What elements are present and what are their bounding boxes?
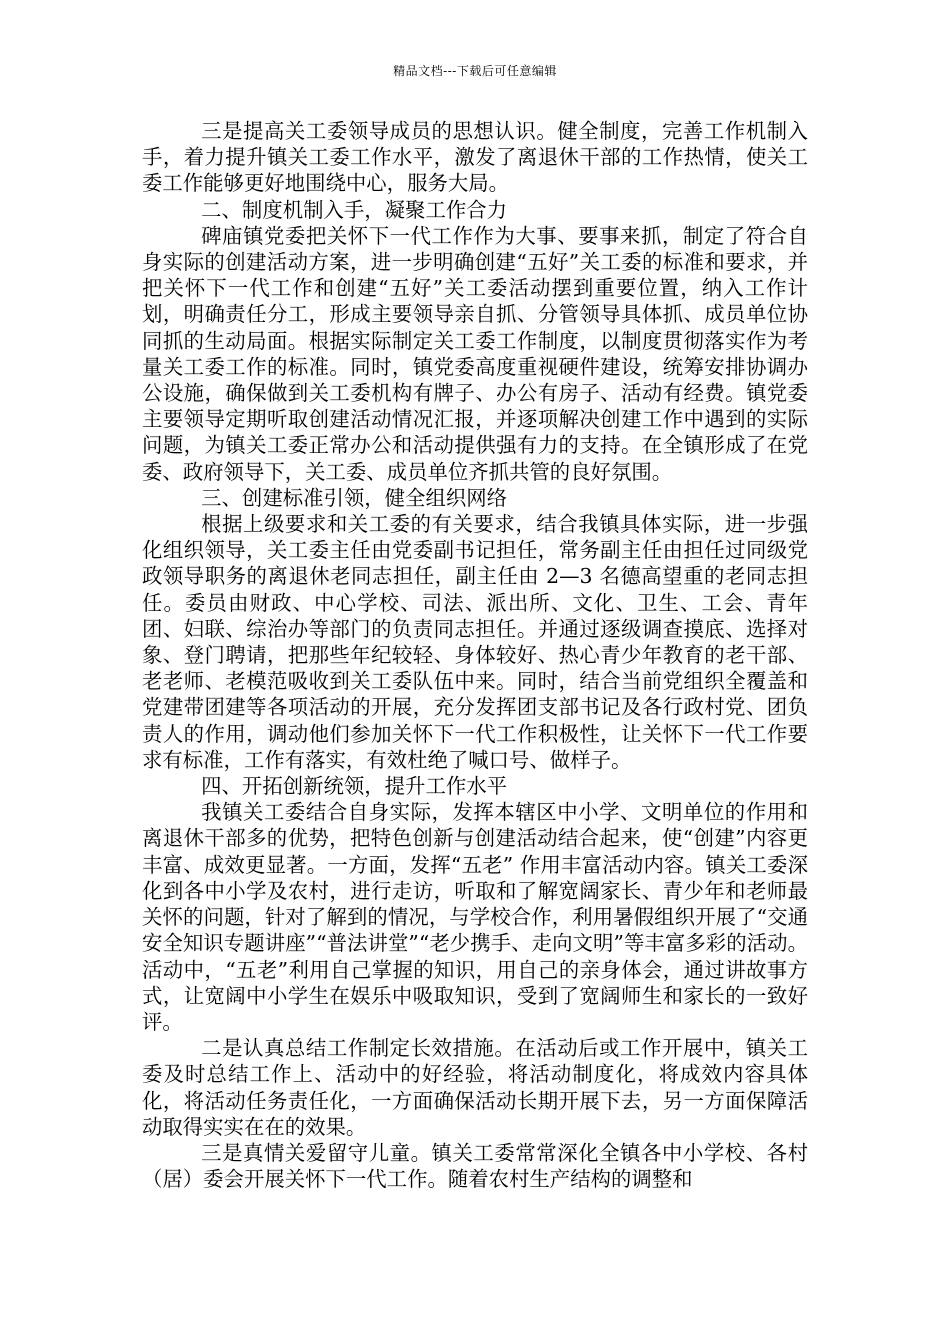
paragraph: 我镇关工委结合自身实际，发挥本辖区中小学、文明单位的作用和离退休干部多的优势，把特色创新与创建活动结合起来，使“创建”内容更丰富、成效更显著。一方面，发挥“五老” 作用丰富活动内容。镇关工委深化到各中小学及农村，进行走访，听取和了解宽阔家长、青少年和老师最关怀的问题，针对了解到的情况，与学校合作，利用暑假组织开展了“交通安全知识专题讲座”“普法讲堂”“老少携手、走向文明”等丰富多彩的活动。活动中，“五老”利用自己掌握的知识，用自己的亲身体会，通过讲故事方式，让宽阔中小学生在娱乐中吸取知识，受到了宽阔师生和家长的一致好评。	[142, 800, 808, 1034]
paragraph: 碑庙镇党委把关怀下一代工作作为大事、要事来抓，制定了符合自身实际的创建活动方案，进一步明确创建“五好”关工委的标准和要求，并把关怀下一代工作和创建“五好”关工委活动摆到重要位置，纳入工作计划，明确责任分工，形成主要领导亲自抓、分管领导具体抓、成员单位协同抓的生动局面。根据实际制定关工委工作制度，以制度贯彻落实作为考量关工委工作的标准。同时，镇党委高度重视硬件建设，统筹安排协调办公设施，确保做到关工委机构有牌子、办公有房子、活动有经费。镇党委主要领导定期听取创建活动情况汇报，并逐项解决创建工作中遇到的实际问题，为镇关工委正常办公和活动提供强有力的支持。在全镇形成了在党委、政府领导下，关工委、成员单位齐抓共管的良好氛围。	[142, 223, 808, 484]
document-body	[142, 118, 808, 1192]
paragraph: 三是真情关爱留守儿童。镇关工委常常深化全镇各中小学校、各村（居）委会开展关怀下一代工作。随着农村生产结构的调整和	[142, 1140, 808, 1192]
section-heading: 四、开拓创新统领，提升工作水平	[201, 774, 508, 799]
paragraph: 二是认真总结工作制定长效措施。在活动后或工作开展中，镇关工委及时总结工作上、活动中的好经验，将活动制度化，将成效内容具体化，将活动任务责任化，一方面确保活动长期开展下去，另一方面保障活动取得实实在在的效果。	[142, 1036, 808, 1139]
paragraph: 三是提高关工委领导成员的思想认识。健全制度，完善工作机制入手，着力提升镇关工委工作水平，激发了离退休干部的工作热情，使关工委工作能够更好地围绕中心，服务大局。	[142, 119, 808, 196]
section-heading: 二、制度机制入手，凝聚工作合力	[201, 197, 508, 222]
section-heading: 三、创建标准引领，健全组织网络	[201, 485, 508, 510]
page-header: 精品文档---下载后可任意编辑	[393, 64, 557, 78]
paragraph: 根据上级要求和关工委的有关要求，结合我镇具体实际，进一步强化组织领导，关工委主任由党委副书记担任，常务副主任由担任过同级党政领导职务的离退休老同志担任，副主任由 2—3 名德高望重的老同志担任。委员由财政、中心学校、司法、派出所、文化、卫生、工会、青年团、妇联、综治办等部门的负责同志担任。并通过逐级调查摸底、选择对象、登门聘请，把那些年纪较轻、身体较好、热心青少年教育的老干部、老老师、老模范吸收到关工委队伍中来。同时，结合当前党组织全覆盖和党建带团建等各项活动的开展，充分发挥团支部书记及各行政村党、团负责人的作用，调动他们参加关怀下一代工作积极性，让关怀下一代工作要求有标准，工作有落实，有效杜绝了喊口号、做样子。	[142, 512, 808, 772]
